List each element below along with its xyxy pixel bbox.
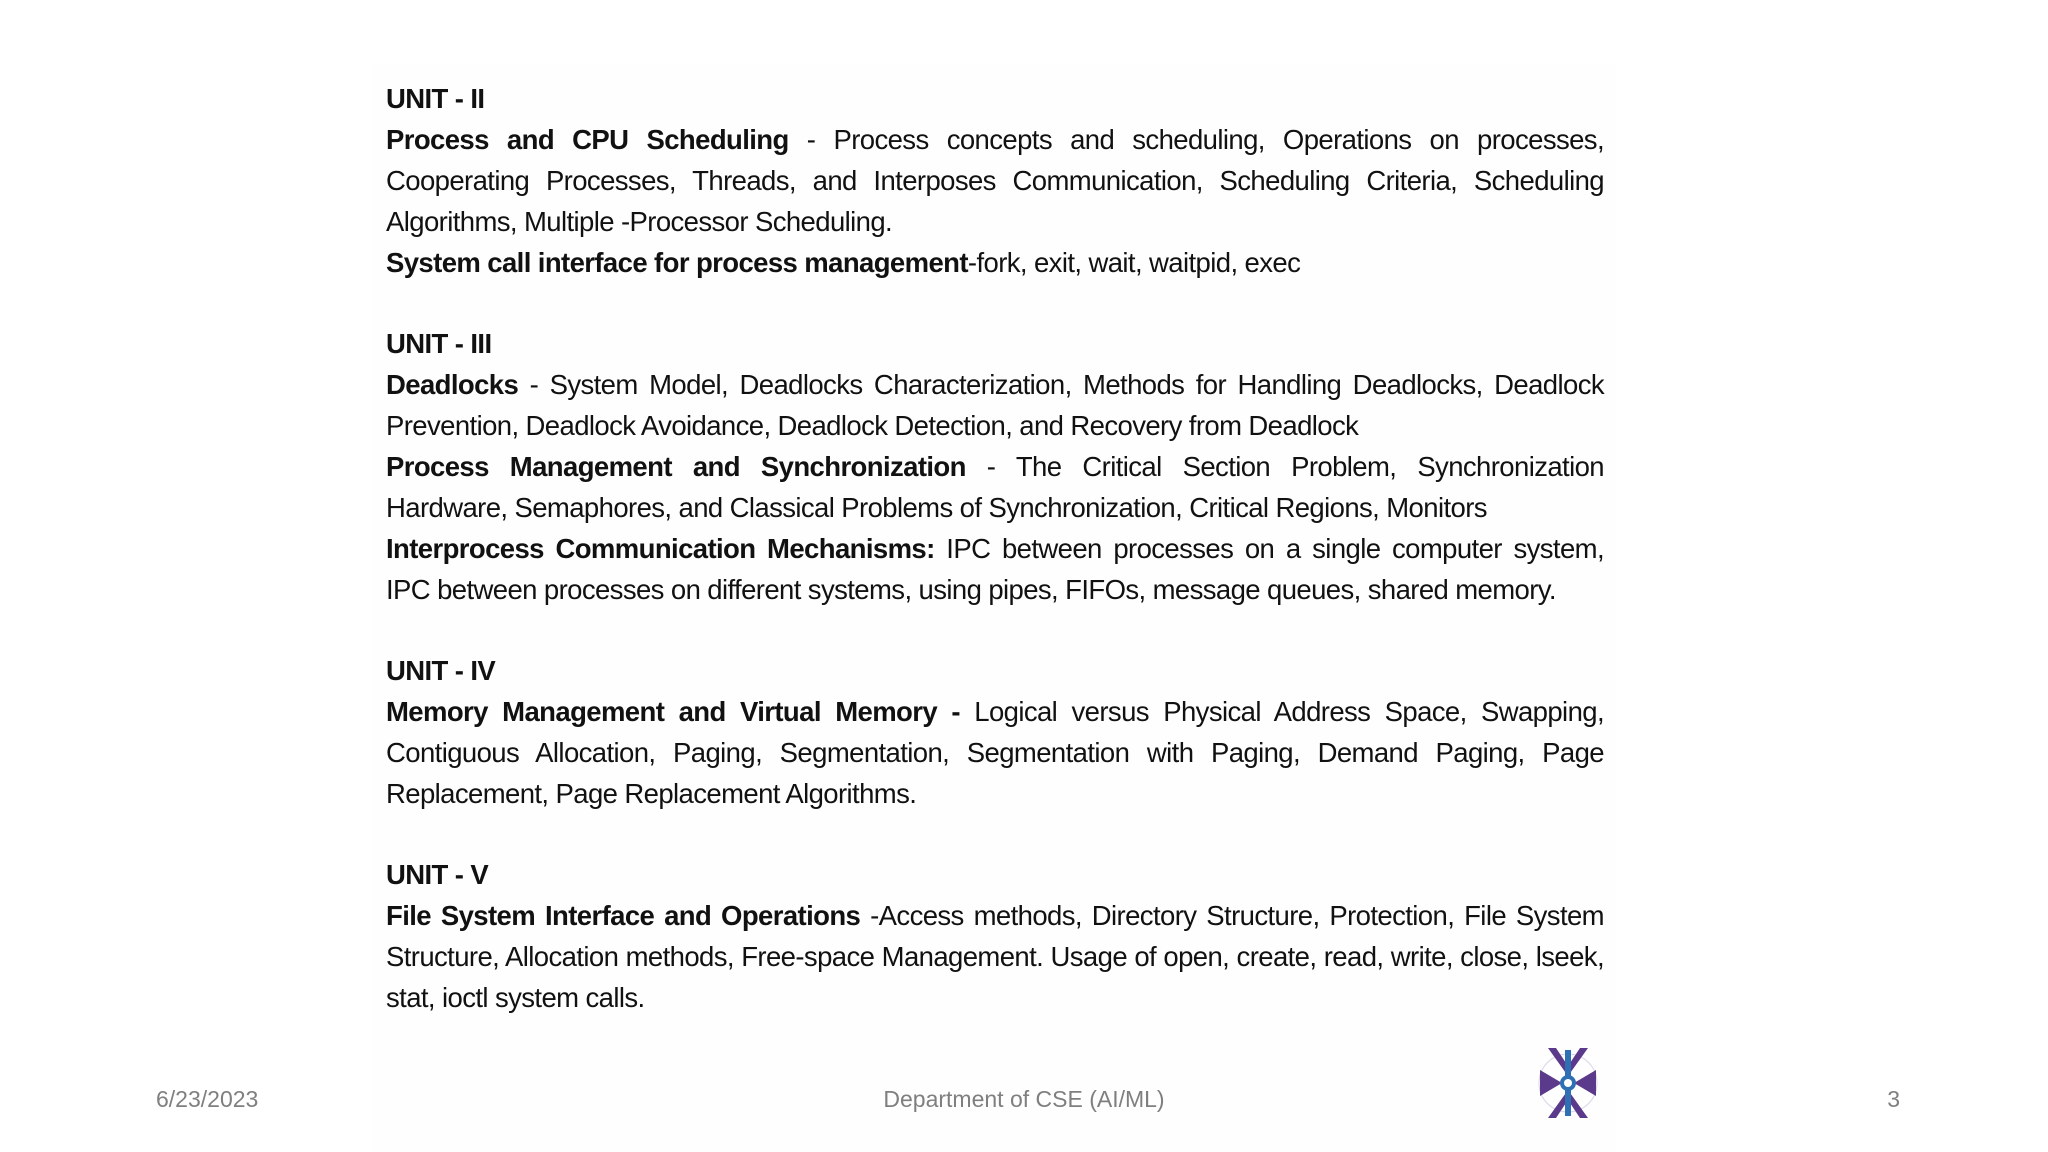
- topic-title: Process and CPU Scheduling: [386, 124, 789, 155]
- institution-logo-icon: [1534, 1040, 1602, 1126]
- topic-title: System call interface for process management: [386, 247, 968, 278]
- unit-2: [386, 78, 1604, 283]
- unit-heading: UNIT - IV: [386, 655, 496, 686]
- topic-paragraph: [386, 528, 1604, 610]
- topic-paragraph: [386, 691, 1604, 814]
- topic-description: - The Critical Section Problem, Synchronization Hardware, Semaphores, and Classical Problems of Synchronization, Critical Regions, Monitors: [386, 451, 1604, 523]
- footer-page-number: 3: [1887, 1086, 1900, 1112]
- topic-description: IPC between processes on a single computer system, IPC between processes on different systems, using pipes, FIFOs, message queues, shared memory.: [386, 533, 1604, 605]
- topic-description: -fork, exit, wait, waitpid, exec: [967, 247, 1301, 278]
- syllabus-content: [386, 78, 1604, 1058]
- topic-paragraph: [386, 119, 1604, 242]
- topic-title: File System Interface and Operations: [386, 900, 861, 931]
- topic-paragraph: [386, 364, 1604, 446]
- topic-title: Interprocess Communication Mechanisms:: [386, 533, 935, 564]
- unit-heading: UNIT - III: [386, 328, 492, 359]
- unit-4: [386, 650, 1604, 814]
- unit-heading: UNIT - V: [386, 859, 489, 890]
- unit-3: [386, 323, 1604, 610]
- footer-department: Department of CSE (AI/ML): [883, 1086, 1165, 1112]
- topic-description: Logical versus Physical Address Space, Swapping, Contiguous Allocation, Paging, Segmentation, Segmentation with Paging, Demand Paging, Page Replacement, Page Replacement Algorithms.: [386, 696, 1604, 809]
- footer-date: 6/23/2023: [156, 1086, 259, 1112]
- unit-heading: UNIT - II: [386, 83, 485, 114]
- unit-5: [386, 854, 1604, 1018]
- topic-title: Process Management and Synchronization: [386, 451, 966, 482]
- topic-title: Deadlocks: [386, 369, 519, 400]
- topic-paragraph: [386, 895, 1604, 1018]
- topic-paragraph: [386, 242, 1604, 283]
- topic-description: - Process concepts and scheduling, Operations on processes, Cooperating Processes, Threads, and Interposes Communication, Scheduling Criteria, Scheduling Algorithms, Multiple -Processor Scheduling.: [386, 124, 1605, 237]
- topic-paragraph: [386, 446, 1604, 528]
- topic-title: Memory Management and Virtual Memory -: [386, 696, 960, 727]
- topic-description: -Access methods, Directory Structure, Protection, File System Structure, Allocation methods, Free-space Management. Usage of open, create, read, write, close, lseek, stat, ioctl system calls.: [386, 900, 1604, 1013]
- topic-description: - System Model, Deadlocks Characterization, Methods for Handling Deadlocks, Deadlock Prevention, Deadlock Avoidance, Deadlock Detection, and Recovery from Deadlock: [386, 369, 1604, 441]
